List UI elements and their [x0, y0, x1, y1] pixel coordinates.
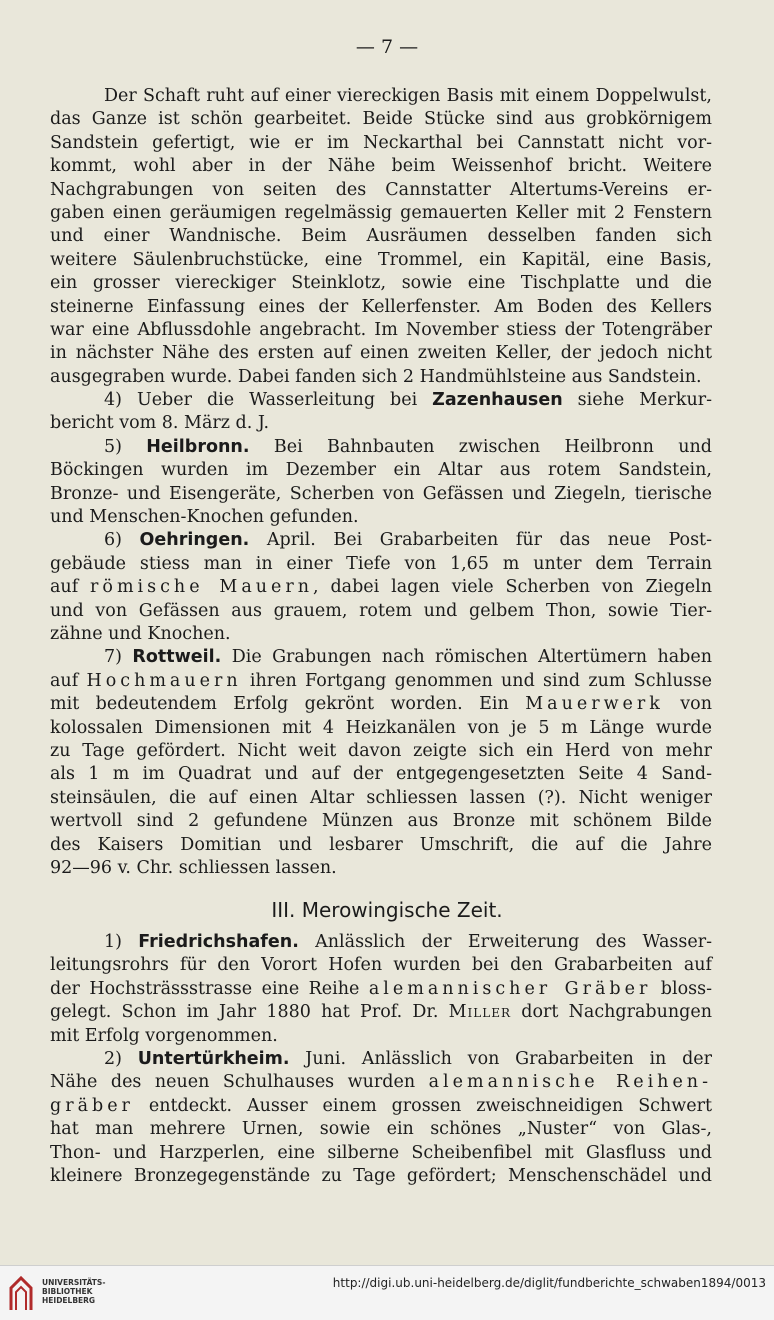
place-name: Oehringen.: [139, 530, 250, 551]
text-line: das Ganze ist schön gearbeitet. Beide Stücke sind aus grobkörnigem: [50, 109, 712, 130]
text-line: Sandstein gefertigt, wie er im Neckarthal bei Cannstatt nicht vor-: [50, 132, 712, 153]
text-line: Der Schaft ruht auf einer viereckigen Basis mit einem Doppelwulst,: [104, 86, 712, 106]
text-line: leitungsrohrs für den Vorort Hofen wurden bei den Grabarbeiten auf: [50, 955, 712, 976]
spaced-term: römische Mauern: [90, 577, 314, 598]
text-line: auf Hochmauern ihren Fortgang genommen und sind zum Schlusse: [50, 670, 712, 691]
source-url-link[interactable]: http://digi.ub.uni-heidelberg.de/diglit/fundberichte_schwaben1894/0013: [332, 1276, 766, 1290]
text-line: gebäude stiess man in einer Tiefe von 1,65 m unter dem Terrain: [50, 553, 712, 574]
text-line: mit Erfolg vorgenommen.: [50, 1025, 278, 1046]
text-line: zu Tage gefördert. Nicht weit davon zeigte sich ein Herd von mehr: [50, 740, 712, 761]
spaced-term: Mauerwerk: [525, 694, 664, 715]
body-text-top: [50, 85, 712, 880]
library-name: UNIVERSITÄTS- BIBLIOTHEK HEIDELBERG: [42, 1278, 106, 1305]
author-name: Miller: [448, 1002, 512, 1023]
text-line: zähne und Knochen.: [50, 623, 231, 644]
text-line: hat man mehrere Urnen, sowie ein schönes „Nuster“ von Glas-,: [50, 1119, 712, 1140]
footer-bar: [0, 1265, 774, 1320]
text-line: Bronze- und Eisengeräte, Scherben von Gefässen und Ziegeln, tierische: [50, 483, 712, 504]
library-logo-icon: [8, 1274, 34, 1312]
text-line: Nähe des neuen Schulhauses wurden alemannische Reihen-: [50, 1072, 712, 1093]
spaced-term: alemannische Reihen-: [428, 1072, 712, 1093]
place-name: Heilbronn.: [146, 436, 250, 457]
text-line: und von Gefässen aus grauem, rotem und gelbem Thon, sowie Tier-: [50, 600, 712, 621]
place-name: Rottweil.: [132, 647, 222, 668]
text-line: Thon- und Harzperlen, eine silberne Scheibenfibel mit Glasfluss und: [50, 1142, 712, 1163]
paragraph-heilbronn: 5) Heilbronn. Bei Bahnbauten zwischen Heilbronn und: [104, 436, 712, 457]
text-line: Nachgrabungen von seiten des Cannstatter Altertums-Vereins er-: [50, 179, 712, 200]
text-line: 92—96 v. Chr. schliessen lassen.: [50, 857, 337, 878]
text-line: ein grosser viereckiger Steinklotz, sowie eine Tischplatte und die: [50, 273, 712, 294]
text-line: bericht vom 8. März d. J.: [50, 413, 270, 434]
place-name: Untertürkheim.: [137, 1048, 290, 1069]
text-line: mit bedeutendem Erfolg gekrönt worden. Ein Mauerwerk von: [50, 694, 712, 715]
text-line: und einer Wandnische. Beim Ausräumen desselben fanden sich: [50, 226, 712, 247]
body-text-bottom: [50, 931, 712, 1188]
text-line: kommt, wohl aber in der Nähe beim Weissenhof bricht. Weitere: [50, 156, 712, 177]
text-line: weitere Säulenbruchstücke, eine Trommel, ein Kapitäl, eine Basis,: [50, 249, 712, 270]
text-line: als 1 m im Quadrat und auf der entgegengesetzten Seite 4 Sand-: [50, 764, 712, 785]
paragraph-friedrichshafen: 1) Friedrichshafen. Anlässlich der Erweiterung des Wasser-: [104, 932, 713, 952]
text-line: steinerne Einfassung eines der Kellerfenster. Am Boden des Kellers: [50, 296, 712, 317]
text-line: gräber entdeckt. Ausser einem grossen zweischneidigen Schwert: [50, 1095, 712, 1116]
text-line: und Menschen-Knochen gefunden.: [50, 507, 359, 528]
text-line: der Hochsträssstrasse eine Reihe alemannischer Gräber bloss-: [50, 978, 712, 999]
place-name: Friedrichshafen.: [138, 932, 299, 952]
text-line: in nächster Nähe des ersten auf einen zweiten Keller, der jedoch nicht: [50, 343, 712, 364]
page-number: — 7 —: [355, 36, 419, 58]
text-line: gelegt. Schon im Jahr 1880 hat Prof. Dr. Miller dort Nachgrabungen: [50, 1002, 713, 1023]
text-line: wertvoll sind 2 gefundene Münzen aus Bronze mit schönem Bilde: [50, 811, 712, 832]
place-name: Zazenhausen: [432, 390, 563, 411]
paragraph-zazenhausen: 4) Ueber die Wasserleitung bei Zazenhausen siehe Merkur-: [104, 390, 712, 411]
spaced-term: alemannischer Gräber: [368, 978, 652, 999]
spaced-term: Hochmauern: [86, 670, 242, 691]
text-line: auf römische Mauern, dabei lagen viele Scherben von Ziegeln: [50, 577, 713, 598]
spaced-term: gräber: [50, 1095, 134, 1116]
paragraph-oehringen: 6) Oehringen. April. Bei Grabarbeiten für das neue Post-: [104, 530, 712, 551]
text-line: steinsäulen, die auf einen Altar schliessen lassen (?). Nicht weniger: [50, 787, 712, 808]
paragraph-rottweil: 7) Rottweil. Die Grabungen nach römischen Altertümern haben: [104, 647, 712, 668]
text-line: kolossalen Dimensionen mit 4 Heizkanälen von je 5 m Länge wurde: [50, 717, 712, 738]
text-line: war eine Abflussdohle angebracht. Im November stiess der Totengräber: [50, 319, 712, 340]
section-heading: III. Merowingische Zeit.: [271, 898, 503, 922]
text-line: ausgegraben wurde. Dabei fanden sich 2 Handmühlsteine aus Sandstein.: [50, 366, 702, 387]
paragraph-untertuerkheim: 2) Untertürkheim. Juni. Anlässlich von Grabarbeiten in der: [104, 1048, 712, 1069]
text-line: gaben einen geräumigen regelmässig gemauerten Keller mit 2 Fenstern: [50, 202, 712, 223]
text-line: des Kaisers Domitian und lesbarer Umschrift, die auf die Jahre: [50, 834, 712, 855]
text-line: Böckingen wurden im Dezember ein Altar aus rotem Sandstein,: [50, 460, 712, 481]
text-line: kleinere Bronzegegenstände zu Tage gefördert; Menschenschädel und: [50, 1165, 712, 1186]
